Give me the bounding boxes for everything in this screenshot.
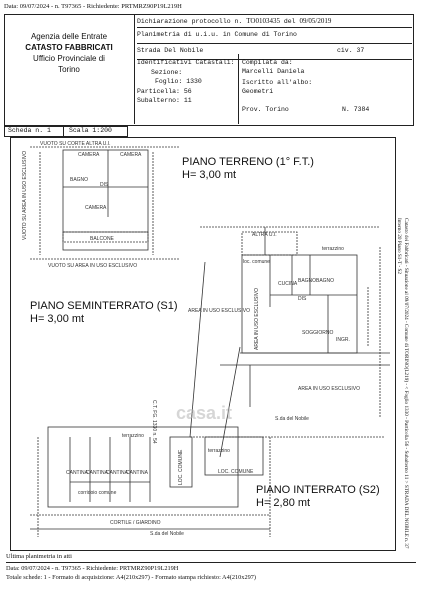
scheda-label: Scheda n. 1: [8, 127, 51, 134]
scheda-divider: [63, 126, 64, 136]
agency-name: Agenzia delle Entrate: [30, 32, 108, 41]
label-area-uso-2: AREA IN USO ESCLUSIVO: [298, 386, 360, 392]
label-ct: C.T. FG. 1330 n. 54: [151, 400, 157, 444]
label-balcone: BALCONE: [90, 236, 114, 242]
label-loc-comune-2: LOC. COMUNE: [218, 469, 254, 475]
scheda-bar: [4, 126, 128, 137]
footer-rule: [6, 562, 416, 563]
del-label: del: [283, 18, 296, 25]
footer-line2: Totale schede: 1 - Formato di acquisizione: A4(210x297) - Formato stampa richiesto: A4(210x297): [6, 574, 256, 581]
floor-height-interrato: H= 2,80 mt: [256, 497, 311, 509]
label-camera-3: CAMERA: [85, 205, 107, 211]
label-soggiorno: SOGGIORNO: [302, 330, 334, 336]
label-terrazzino-1: terrazzino: [322, 246, 344, 252]
label-cucina: CUCINA: [278, 281, 298, 287]
label-cantina-1: CANTINA: [66, 470, 88, 476]
top-stamp: Data: 09/07/2024 - n. T97365 - Richiedente: PRTMRZ90P19L219H: [4, 3, 182, 10]
dichiarazione-num: TO0103435: [246, 17, 280, 25]
side-catasto-text: Catasto dei Fabbricati - Situazione al 09/07/2024 - Comune di TORINO(L219) - < Foglio 1330 - Particella 56 - Subalterno 11 > STRADA DEL NOBILE n. 37 Interno 20 Piano S1-T - S2: [396, 218, 409, 549]
label-dis-2: DIS: [298, 296, 307, 302]
iscritto-value: Geometri: [242, 88, 274, 95]
label-bagno-2: BAGNO: [298, 278, 317, 284]
header-divider-2: [238, 54, 239, 124]
floor-title-terreno: PIANO TERRENO (1° F.T.): [182, 156, 314, 168]
dichiarazione-row: [137, 17, 412, 28]
header-right: [137, 17, 412, 60]
dichiarazione-label: Dichiarazione protocollo n.: [137, 18, 243, 25]
agency-city: Torino: [58, 65, 80, 74]
watermark: casa.it: [176, 403, 233, 423]
foglio-label: Foglio:: [155, 78, 183, 86]
interrato-outline: [48, 427, 238, 507]
floor-height-seminterrato: H= 3,00 mt: [30, 313, 85, 325]
iscritto-label: Iscritto all'albo:: [242, 79, 313, 86]
label-camera-1: CAMERA: [78, 152, 100, 158]
scala-label: Scala 1:200: [69, 127, 112, 134]
label-vuoto-top: VUOTO SU CORTE ALTRA U.I.: [40, 141, 111, 147]
label-terrazzino-2: terrazzino: [122, 433, 144, 439]
label-strada-2: S.da del Nobile: [150, 531, 184, 537]
header-divider-1: [134, 54, 135, 124]
civ-value: 37: [356, 47, 365, 54]
agency-ufficio: Ufficio Provinciale di: [33, 54, 105, 63]
label-cantina-2: CANTINA: [86, 470, 108, 476]
label-loc-comune-1: loc. comune: [243, 259, 270, 265]
label-cantina-4: CANTINA: [126, 470, 148, 476]
label-camera-2: CAMERA: [120, 152, 142, 158]
label-ingr: INGR.: [336, 337, 350, 343]
label-vuoto-side: VUOTO SU AREA IN USO ESCLUSIVO: [22, 150, 28, 240]
dichiarazione-date: 09/05/2019: [299, 17, 332, 25]
subalterno-value: 11: [183, 97, 192, 105]
label-corridoio: corridoio comune: [78, 490, 117, 496]
label-cortile: CORTILE / GIARDINO: [110, 520, 161, 526]
subalterno-label: Subalterno:: [137, 97, 180, 105]
floor-title-interrato: PIANO INTERRATO (S2): [256, 484, 380, 496]
label-terrazzino-3: terrazzino: [208, 448, 230, 454]
civ: [337, 47, 364, 54]
identificativi-block: [137, 58, 237, 106]
label-strada-1: S.da del Nobile: [275, 416, 309, 422]
terreno-outline: [63, 150, 148, 250]
label-area-uso-1: AREA IN USO ESCLUSIVO: [188, 308, 250, 314]
label-vuoto-bottom: VUOTO SU AREA IN USO ESCLUSIVO: [48, 263, 138, 269]
floor-title-seminterrato: PIANO SEMINTERRATO (S1): [30, 300, 178, 312]
label-bagno-3: BAGNO: [316, 278, 335, 284]
label-bagno-1: BAGNO: [70, 177, 89, 183]
n-value: 7384: [353, 106, 370, 113]
civ-label: civ.: [337, 47, 353, 54]
agency-catasto: CATASTO FABBRICATI: [25, 43, 113, 52]
compilata-block: [242, 58, 412, 114]
label-cantina-3: CANTINA: [106, 470, 128, 476]
sezione-label: Sezione:: [151, 68, 183, 76]
compilata-label: Compilata da:: [242, 59, 293, 66]
prov-label: Prov.: [242, 106, 262, 113]
n-label: N.: [342, 106, 350, 113]
label-area-uso-3: AREA IN USO ESCLUSIVO: [254, 288, 260, 350]
footer-line1: Data: 09/07/2024 - n. T97365 - Richiedente: PRTMRZ90P19L219H: [6, 565, 179, 572]
agency-block: [4, 14, 135, 124]
label-dis-1: DIS: [100, 182, 109, 188]
foglio-value: 1330: [186, 78, 202, 86]
prov-value: Torino: [265, 106, 289, 113]
compilata-value: Marcelli Daniela: [242, 68, 305, 75]
planimetria-line: Planimetria di u.i.u. in Comune di Torino: [137, 28, 412, 44]
particella-label: Particella:: [137, 87, 180, 95]
label-loc-comune-3: LOC. COMUNE: [178, 449, 184, 485]
footer-ultima: Ultima planimetria in atti: [6, 553, 72, 560]
label-altra-ui-1: ALTRA U.I.: [252, 232, 277, 238]
identificativi-label: Identificativi Catastali:: [137, 59, 235, 66]
street: Strada Del Nobile: [137, 47, 204, 54]
particella-value: 56: [183, 87, 192, 95]
floor-height-terreno: H= 3,00 mt: [182, 169, 237, 181]
